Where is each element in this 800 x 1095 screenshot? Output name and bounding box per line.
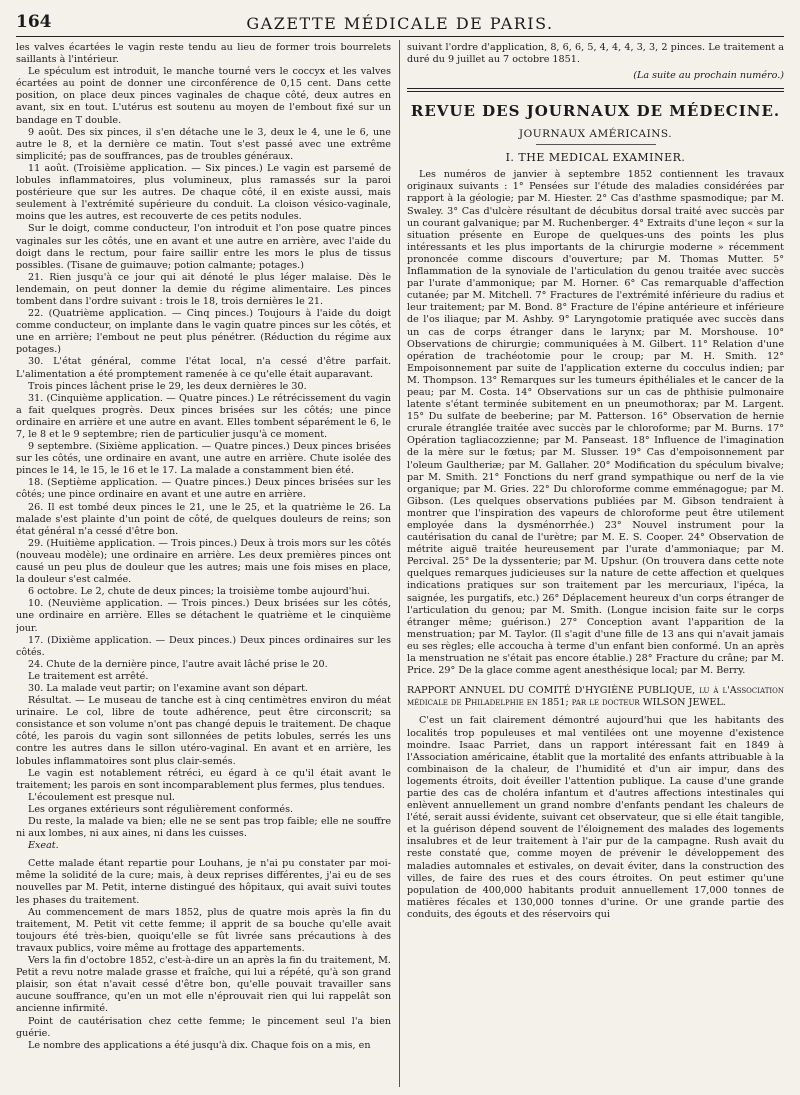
section-separator (407, 88, 784, 92)
paragraph: Trois pinces lâchent prise le 29, les deux dernières le 30. (28, 380, 307, 392)
paragraph: Au commencement de mars 1852, plus de quatre mois après la fin du traitement, M. Petit vit cette femme; il apprit de sa bouche qu'elle avait toujours été très-bien, quoiqu'elle se fût livrée sans précautions à des travaux publics, voire même au frottage des appartements. (16, 906, 391, 954)
paragraph: 30. L'état général, comme l'état local, n'a cessé d'être parfait. L'alimentation a été promptement ramenée à ce qu'elle était auparavant. (16, 356, 391, 380)
paragraph: Résultat. — Le museau de tanche est à cinq centimètres environ du méat urinaire. Le col, libre de toute adhérence, peut être circonscrit; sa consistance et son volume n'ont pas changé depuis le traitement. De chaque côté, les parois du vagin sont sillonnées de petits lobules, serrés les uns contre les autres dans le sillon utéro-vaginal. En avant et en arrière, les lobules inflammatoires sont plus clair-semés. (16, 695, 391, 767)
paragraph: 6 octobre. Le 2, chute de deux pinces; la troisième tombe aujourd'hui. (28, 586, 370, 598)
paragraph: 21. Rien jusqu'à ce jour qui ait dénoté le plus léger malaise. Dès le lendemain, on peut donner la demie du régime alimentaire. Les pinces tombent dans l'ordre suivant : trois le 18, trois dernières le 21. (16, 271, 391, 307)
paragraph: Sur le doigt, comme conducteur, l'on introduit et l'on pose quatre pinces vaginales sur les côtés, une en avant et une autre en arrière, avec l'aide du doigt dans le rectum, pour faire saillir entre les mors le plus de tissus possibles. (Tisane de guimauve; potion calmante; potages.) (16, 223, 391, 271)
column-divider (399, 40, 400, 1087)
paragraph: 10. (Neuvième application. — Trois pinces.) Deux brisées sur les côtés, une ordinaire en arrière. Elles se détachent le quatrième et le cinquième jour. (16, 598, 391, 634)
paragraph: Cette malade étant repartie pour Louhans, je n'ai pu constater par moi-même la solidité de la cure; mais, à deux reprises différentes, j'ai eu de ses nouvelles par M. Petit, interne distingué des hôpitaux, qui avait suivi toutes les phases du traitement. (16, 858, 391, 906)
divider (536, 144, 656, 145)
page-header (16, 10, 784, 37)
publication-title: GAZETTE MÉDICALE DE PARIS. (246, 14, 554, 33)
left-column (16, 42, 391, 1087)
paragraph: 31. (Cinquième application. — Quatre pinces.) Le rétrécissement du vagin a fait quelques progrès. Deux pinces brisées sur les côtés; une pince ordinaire en arrière et une autre en avant. Elles tombent séparément le 6, le 7, le 8 et le 9 septembre; rien de particulier jusqu'à ce moment. (16, 392, 391, 440)
paragraph: 30. La malade veut partir; on l'examine avant son départ. (28, 682, 308, 694)
report-heading: RAPPORT ANNUEL DU COMITÉ D'HYGIÈNE PUBLIQUE, lu à l'Association médicale de Philadelphie en 1851; par le docteur WILSON JEWEL. (407, 685, 784, 709)
paragraph: Le nombre des applications a été jusqu'à dix. Chaque fois on a mis, en (28, 1039, 371, 1051)
paragraph: Les numéros de janvier à septembre 1852 contiennent les travaux originaux suivants : 1° Pensées sur l'étude des maladies considérées par rapport à la géologie; par M. Hiester. 2° Cas d'asthme spasmodique; par M. Swaley. 3° Cas d'ulcère résultant de décubitus dorsal traité avec succès par un courant galvanique; par M. Ruchenberger. 4° Extraits d'une leçon « sur la situation présente en Europe de quelques-uns des points les plus intéressants et les plus importants de la chirurgie moderne » récemment prononcée comme discours d'ouverture; par M. Thomas Mutter. 5° Inflammation de la synoviale de l'articulation du genou traitée avec succès par l'urate d'ammonique; par M. Horner. 6° Cas remarquable d'affection cutanée; par M. Mitchell. 7° Fractures de l'extrémité inférieure du radius et leur traitement; par M. Bond. 8° Fracture de l'épine antérieure et inférieure de l'os iliaque; par M. Ashby. 9° Laryngotomie pratiquée avec succès dans un cas de corps étranger dans le larynx; par M. Morshouse. 10° Observations de chirurgie; communiquées à M. Gilbert. 11° Relation d'une opération de trachéotomie pour le croup; par M. H. Smith. 12° Empoisonnement par suite de l'application externe du cocculus indien; par M. Thompson. 13° Remarques sur les tumeurs épithéliales et le cancer de la peau; par M. Costa. 14° Observations sur un cas de phthisie pulmonaire latente s'étant terminée subitement en un pneumothorax; par M. Largent. 15° Du sulfate de beeberine; par M. Patterson. 16° Observation de hernie crurale étranglée traitée avec succès par le chloroforme; par M. Burns. 17° Opération tagliacozzienne; par M. Panseast. 18° Influence de l'imagination de la mère sur le fœtus; par M. Slusser. 19° Cas d'empoisonnement par l'oleum Gaultheriæ; par M. Gallaher. 20° Modification du spéculum bivalve; par M. Smith. 21° Fonctions du nerf grand sympathique ou nerf de la vie organique; par M. Gries. 22° Du chloroforme comme emménagogue; par M. Gibson. (Les quelques observations publiées par M. Gibson tendraient à montrer que l'inspiration des vapeurs de chloroforme peut être utilement employée dans la dysménorrhée.) 23° Nouvel instrument pour la cautérisation du canal de l'urètre; par M. E. S. Cooper. 24° Observation de métrite aiguë traitée heureusement par l'urate d'ammoniaque; par M. Percival. 25° De la dyssenterie; par M. Upshur. (On trouvera dans cette note quelques remarques judicieuses sur la nature de cette affection et quelques indications pratiques sur son traitement par les mercuriaux, l'ipéca, la saignée, les purgatifs, etc.) 26° Déplacement heureux d'un corps étranger de l'articulation du genou; par M. Smith. (Longue incision faite sur le corps étranger même; guérison.) 27° Conception avant l'apparition de la menstruation; par M. Taylor. (Il s'agit d'une fille de 13 ans qui n'avait jamais eu ses règles; elle accoucha à terme d'un enfant bien conformé. Un an après la menstruation ne s'était pas encore établie.) 28° Fracture du crâne; par M. Price. 29° De la glace comme agent anesthésique local; par M. Berry. (407, 169, 784, 677)
paragraph: L'écoulement est presque nul. (28, 791, 175, 803)
paragraph: C'est un fait clairement démontré aujourd'hui que les habitants des localités trop populeuses et mal ventilées ont une moyenne d'existence moindre. Isaac Parriet, dans un rapport intéressant fait en 1849 à l'Association américaine, établit que la mortalité des enfants attribuable à la combinaison de la chaleur, de l'humidité et d'un air impur, dans des logements étroits, doit éveiller l'attention publique. La cause d'une grande partie des cas de choléra infantum et d'autres affections intestinales qui enlèvent annuellement un grand nombre d'enfants pendant les chaleurs de l'été, serait aussi évidente, suivant cet observateur, que si elle était tangible, et la guérison dépend souvent de l'éloignement des malades des logements insalubres et de leur traitement à l'air pur de la campagne. Rush avait du reste constaté que, comme moyen de prévenir le développement des maladies automnales et estivales, on devait éviter, dans la construction des villes, de faire des rues et des cours étroites. On peut estimer qu'une population de 400,000 habitants produit annuellement 17,000 tonnes de matières fécales et 130,000 tonnes d'urine. Or une grande partie des conduits, des égouts et des réservoirs qui (407, 715, 784, 920)
continued-text: suivant l'ordre d'application, 8, 6, 6, 5, 4, 4, 4, 3, 3, 2 pinces. Le traitement a duré du 9 juillet au 7 octobre 1851. (407, 42, 784, 66)
paragraph: Le spéculum est introduit, le manche tourné vers le coccyx et les valves écartées au point de donner une circonférence de 0,15 cent. Dans cette position, on place deux pinces vaginales de chaque côté, deux autres en avant, six en tout. L'utérus est soutenu au moyen de l'embout fixé sur un bandage en T double. (16, 66, 391, 126)
paragraph: 29. (Huitième application. — Trois pinces.) Deux à trois mors sur les côtés (nouveau modèle); une ordinaire en arrière. Les deux premières pinces ont causé un peu plus de douleur que les autres; mais une fois mises en place, la douleur s'est calmée. (16, 537, 391, 586)
paragraph: 11 août. (Troisième application. — Six pinces.) Le vagin est parsemé de lobules inflammatoires, plus volumineux, plus ramassés sur la paroi postérieure que sur les autres. De chaque côté, il en existe aussi, mais seulement à l'extrémité supérieure du conduit. La cloison vésico-vaginale, moins que les autres, est recouverte de ces petits nodules. (16, 162, 391, 223)
paragraph: Vers la fin d'octobre 1852, c'est-à-dire un an après la fin du traitement, M. Petit a revu notre malade grasse et fraîche, qui lui a répété, qu'à son grand plaisir, son état n'avait cessé d'être bon, qu'elle pouvait travailler sans aucune souffrance, qu'en un mot elle n'éprouvait rien qui lui rappelât son ancienne infirmité. (16, 955, 391, 1015)
paragraph: 17. (Dixième application. — Deux pinces.) Deux pinces ordinaires sur les côtés. (16, 634, 391, 658)
paragraph: 22. (Quatrième application. — Cinq pinces.) Toujours à l'aide du doigt comme conducteur, on implante dans le vagin quatre pinces sur les côtés, et une en arrière; l'embout ne peut plus pénétrer. (Réduction du régime aux potages.) (16, 308, 391, 356)
paragraph: 24. Chute de la dernière pince, l'autre avait lâché prise le 20. (28, 658, 328, 670)
paragraph: 26. Il est tombé deux pinces le 21, une le 25, et la quatrième le 26. La malade s'est plainte d'un point de côté, de quelques douleurs de reins; son état général n'a cessé d'être bon. (16, 501, 391, 537)
paragraph: 9 août. Des six pinces, il s'en détache une le 3, deux le 4, une le 6, une autre le 8, et la dernière ce matin. Tout s'est passé avec une extrême simplicité; pas de souffrances, pas de troubles généraux. (16, 126, 391, 162)
paragraph: Le vagin est notablement rétréci, eu égard à ce qu'il était avant le traitement; les parois en sont incomparablement plus fermes, plus tendues. (16, 767, 391, 791)
paragraph: Les organes extérieurs sont régulièrement conformés. (28, 803, 294, 815)
paragraph: Point de cautérisation chez cette femme; le pincement seul l'a bien guérie. (16, 1015, 391, 1039)
paragraph: Du reste, la malade va bien; elle ne se sent pas trop faible; elle ne souffre ni aux lombes, ni aux aines, ni dans les cuisses. (16, 816, 391, 840)
page-number: 164 (16, 12, 52, 32)
paragraph: les valves écartées le vagin reste tendu au lieu de former trois bourrelets saillants à l'intérieur. (16, 42, 391, 66)
journal-group-heading: JOURNAUX AMÉRICAINS. (518, 128, 673, 141)
paragraph: 18. (Septième application. — Quatre pinces.) Deux pinces brisées sur les côtés; une pince ordinaire en avant et une autre en arrière. (16, 477, 391, 501)
right-column (407, 42, 784, 1087)
paragraph: Le traitement est arrêté. (28, 670, 149, 682)
paragraph: Exeat. (28, 840, 59, 852)
paragraph: 9 septembre. (Sixième application. — Quatre pinces.) Deux pinces brisées sur les côtés, une ordinaire en avant, une autre en arrière. Chute isolée des pinces le 14, le 15, le 16 et le 17. La malade a constamment bien été. (16, 441, 391, 477)
journal-heading: I. THE MEDICAL EXAMINER. (505, 151, 686, 165)
to-be-continued: (La suite au prochain numéro.) (633, 70, 784, 82)
section-title: REVUE DES JOURNAUX DE MÉDECINE. (410, 102, 781, 121)
